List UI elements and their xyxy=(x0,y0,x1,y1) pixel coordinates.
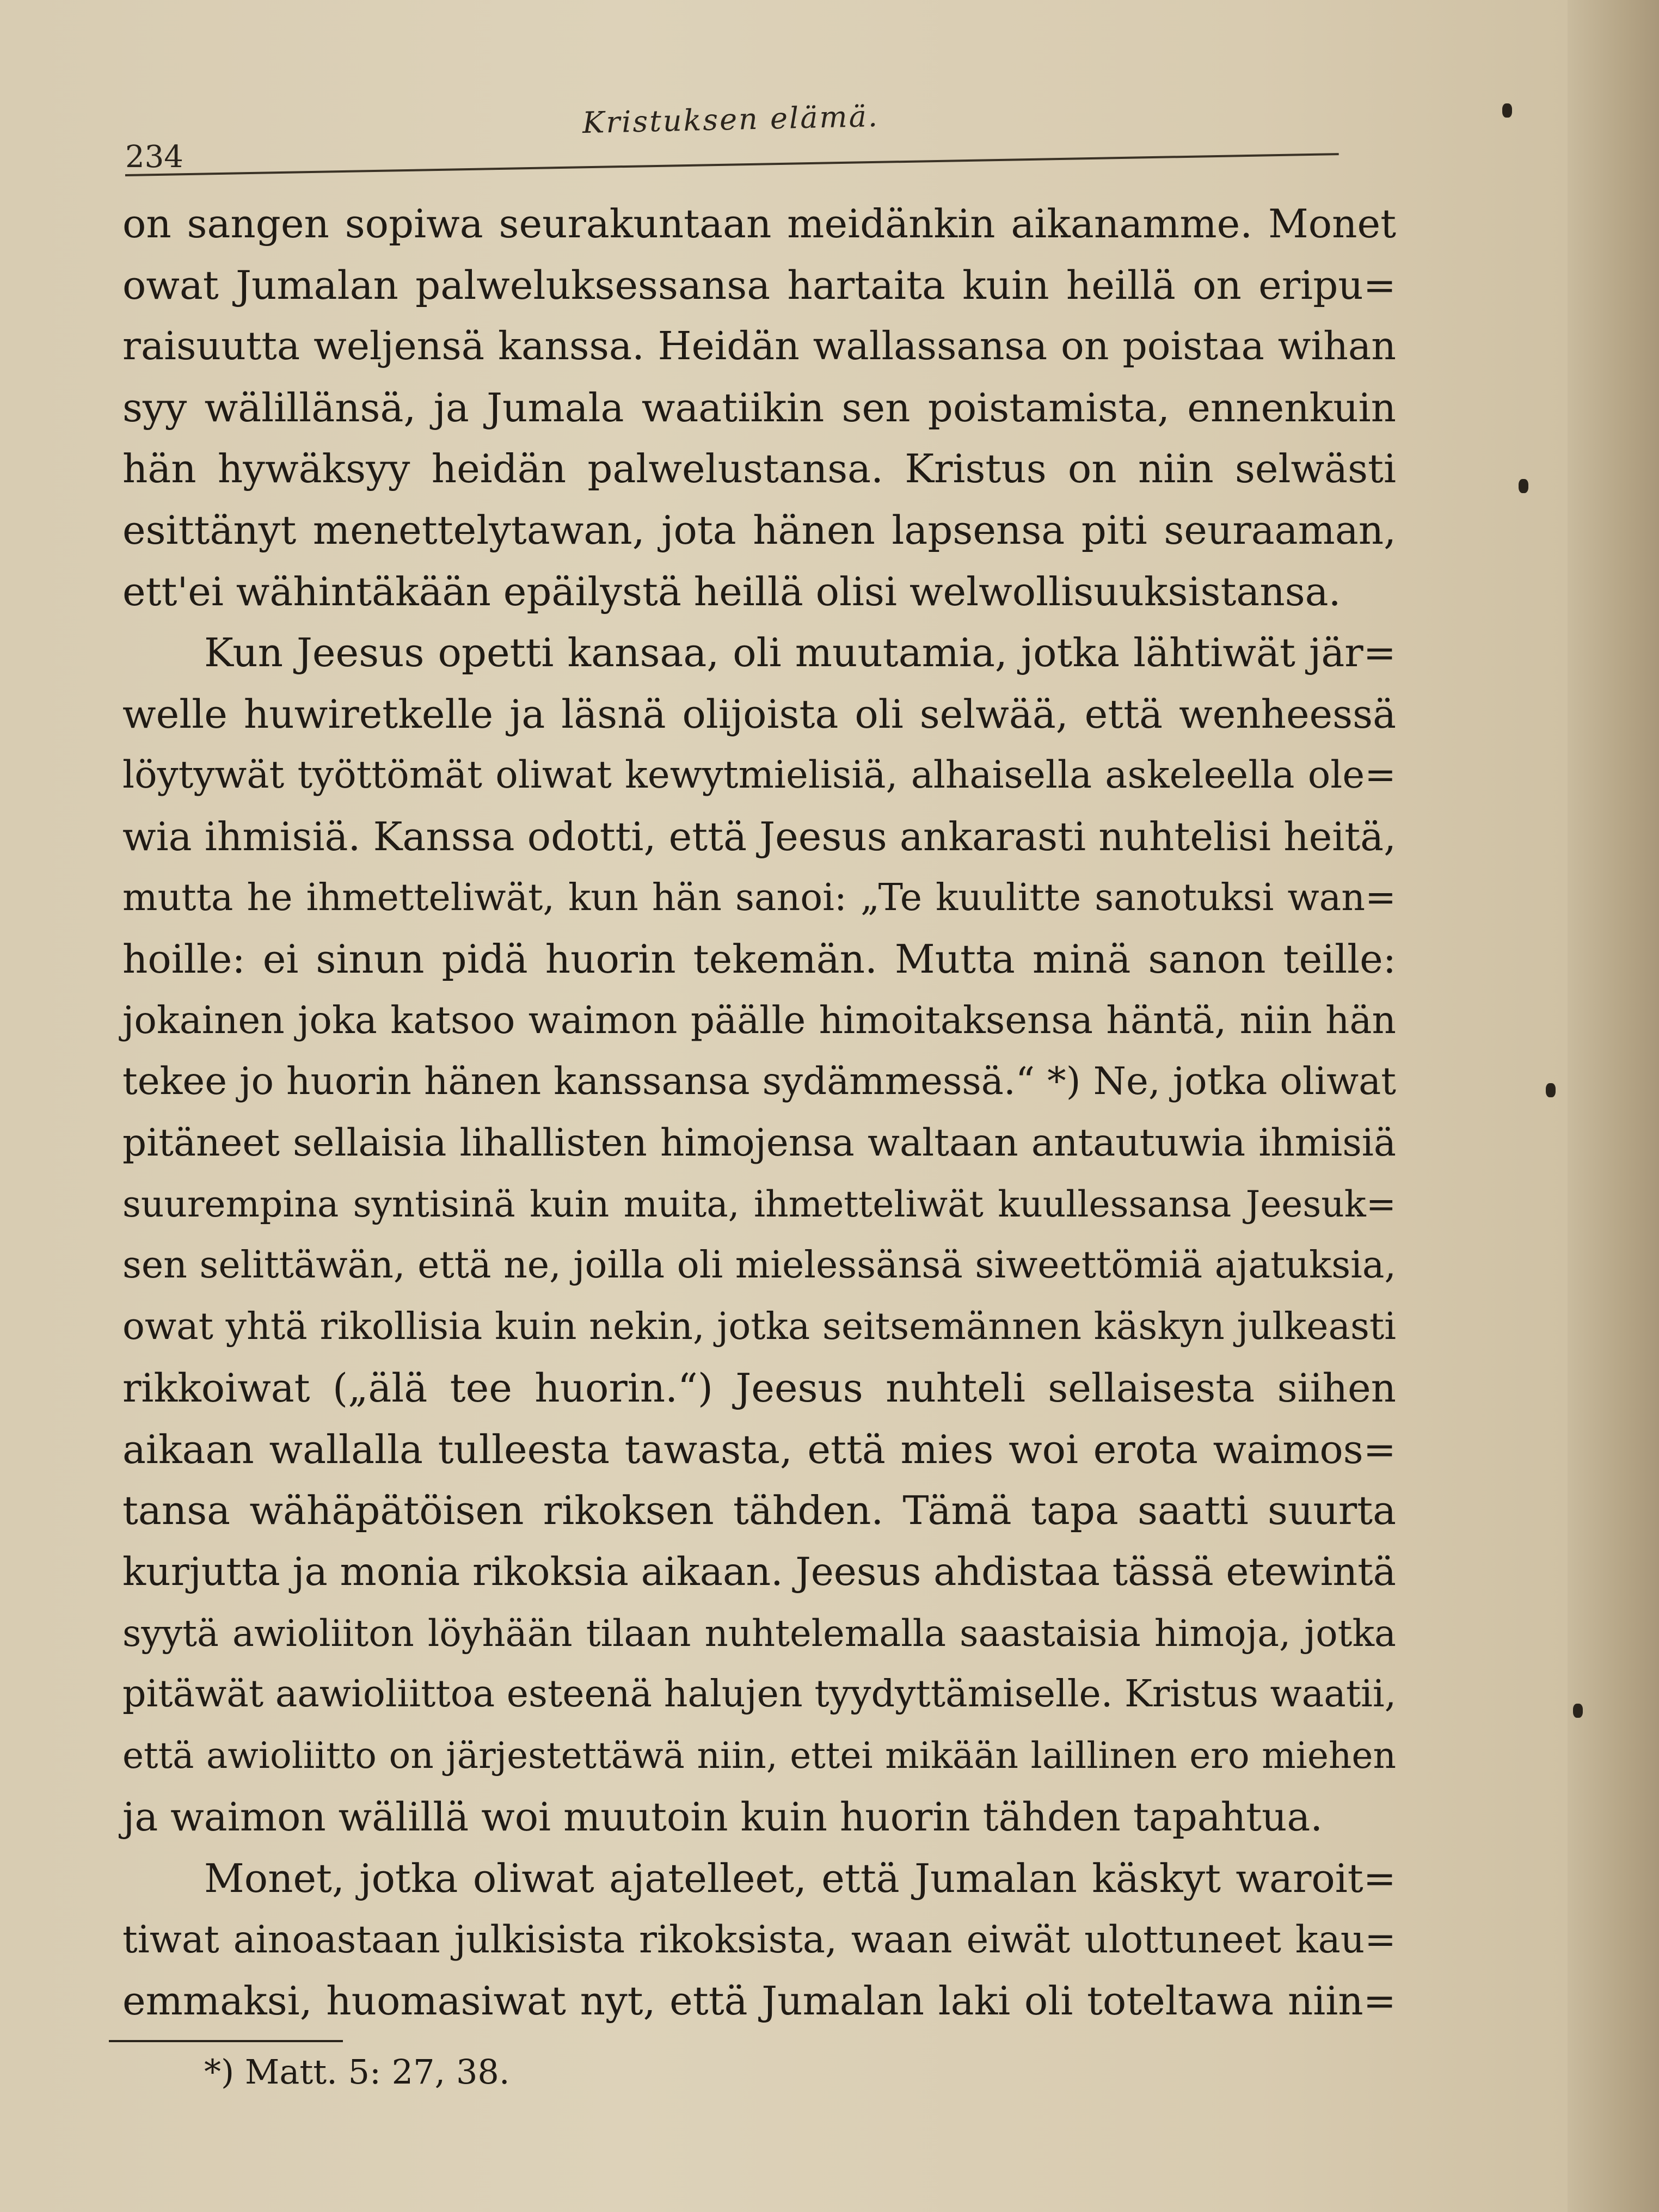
text-line: on sangen sopiwa seurakuntaan meidänkin aikanamme. Monet xyxy=(122,201,1396,247)
text-line: kurjutta ja monia rikoksia aikaan. Jeesus ahdistaa tässä etewintä xyxy=(122,1549,1396,1595)
text-line: owat Jumalan palweluksessansa hartaita kuin heillä on eripu= xyxy=(122,262,1396,308)
text-line: mutta he ihmetteliwät, kun hän sanoi: „Te kuulitte sanotuksi wan= xyxy=(122,876,1396,919)
text-line: Kun Jeesus opetti kansaa, oli muutamia, jotka lähtiwät jär= xyxy=(204,630,1396,676)
body-text xyxy=(122,193,1396,2032)
footnote-rule xyxy=(109,2040,343,2042)
text-line: syy wälillänsä, ja Jumala waatiikin sen poistamista, ennenkuin xyxy=(122,384,1396,431)
ink-speck xyxy=(1546,1083,1556,1097)
text-line: esittänyt menettelytawan, jota hänen lapsensa piti seuraaman, xyxy=(122,507,1396,553)
running-title: Kristuksen elämä. xyxy=(582,99,880,140)
text-line: wia ihmisiä. Kanssa odotti, että Jeesus ankarasti nuhtelisi heitä, xyxy=(122,813,1396,859)
text-line: jokainen joka katsoo waimon päälle himoitaksensa häntä, niin hän xyxy=(122,998,1396,1042)
text-line: rikkoiwat („älä tee huorin.“) Jeesus nuhteli sellaisesta siihen xyxy=(122,1365,1396,1411)
text-line: että awioliitto on järjestettäwä niin, ettei mikään laillinen ero miehen xyxy=(122,1734,1396,1777)
text-line: syytä awioliiton löyhään tilaan nuhtelemalla saastaisia himoja, jotka xyxy=(122,1612,1396,1655)
ink-speck xyxy=(1519,479,1528,493)
text-line: emmaksi, huomasiwat nyt, että Jumalan laki oli toteltawa niin= xyxy=(122,1978,1396,2024)
text-line: hoille: ei sinun pidä huorin tekemän. Mutta minä sanon teille: xyxy=(122,936,1396,982)
text-line: owat yhtä rikollisia kuin nekin, jotka seitsemännen käskyn julkeasti xyxy=(122,1305,1396,1348)
text-line: ett'ei wähintäkään epäilystä heillä olisi welwollisuuksistansa. xyxy=(122,568,1341,615)
text-line: tekee jo huorin hänen kanssansa sydämmessä.“ *) Ne, jotka oliwat xyxy=(122,1060,1396,1104)
ink-speck xyxy=(1573,1704,1583,1718)
text-line: pitäwät aawioliittoa esteenä halujen tyydyttämiselle. Kristus waatii, xyxy=(122,1673,1397,1716)
text-line: raisuutta weljensä kanssa. Heidän wallassansa on poistaa wihan xyxy=(122,323,1396,369)
footnote: *) Matt. 5: 27, 38. xyxy=(204,2052,510,2092)
text-line: aikaan wallalla tulleesta tawasta, että mies woi erota waimos= xyxy=(122,1426,1396,1472)
page-edge xyxy=(1568,0,1659,2212)
page-number: 234 xyxy=(125,139,183,175)
header-rule xyxy=(125,153,1339,176)
text-line: tansa wähäpätöisen rikoksen tähden. Tämä tapa saatti suurta xyxy=(122,1488,1396,1534)
text-line: löytywät työttömät oliwat kewytmielisiä, alhaisella askeleella ole= xyxy=(122,753,1396,797)
ink-speck xyxy=(1502,103,1512,118)
page-header xyxy=(125,93,1339,175)
text-line: suurempina syntisinä kuin muita, ihmetteliwät kuullessansa Jeesuk= xyxy=(122,1183,1396,1225)
text-line: sen selittäwän, että ne, joilla oli mielessänsä siweettömiä ajatuksia, xyxy=(122,1244,1396,1287)
text-line: tiwat ainoastaan julkisista rikoksista, waan eiwät ulottuneet kau= xyxy=(122,1918,1396,1962)
text-line: hän hywäksyy heidän palwelustansa. Kristus on niin selwästi xyxy=(122,446,1396,492)
text-line: pitäneet sellaisia lihallisten himojensa waltaan antautuwia ihmisiä xyxy=(122,1121,1396,1165)
text-line: ja waimon wälillä woi muutoin kuin huorin tähden tapahtua. xyxy=(122,1794,1323,1840)
text-line: welle huwiretkelle ja läsnä olijoista oli selwää, että wenheessä xyxy=(122,691,1396,737)
text-line: Monet, jotka oliwat ajatelleet, että Jumalan käskyt waroit= xyxy=(204,1855,1396,1902)
